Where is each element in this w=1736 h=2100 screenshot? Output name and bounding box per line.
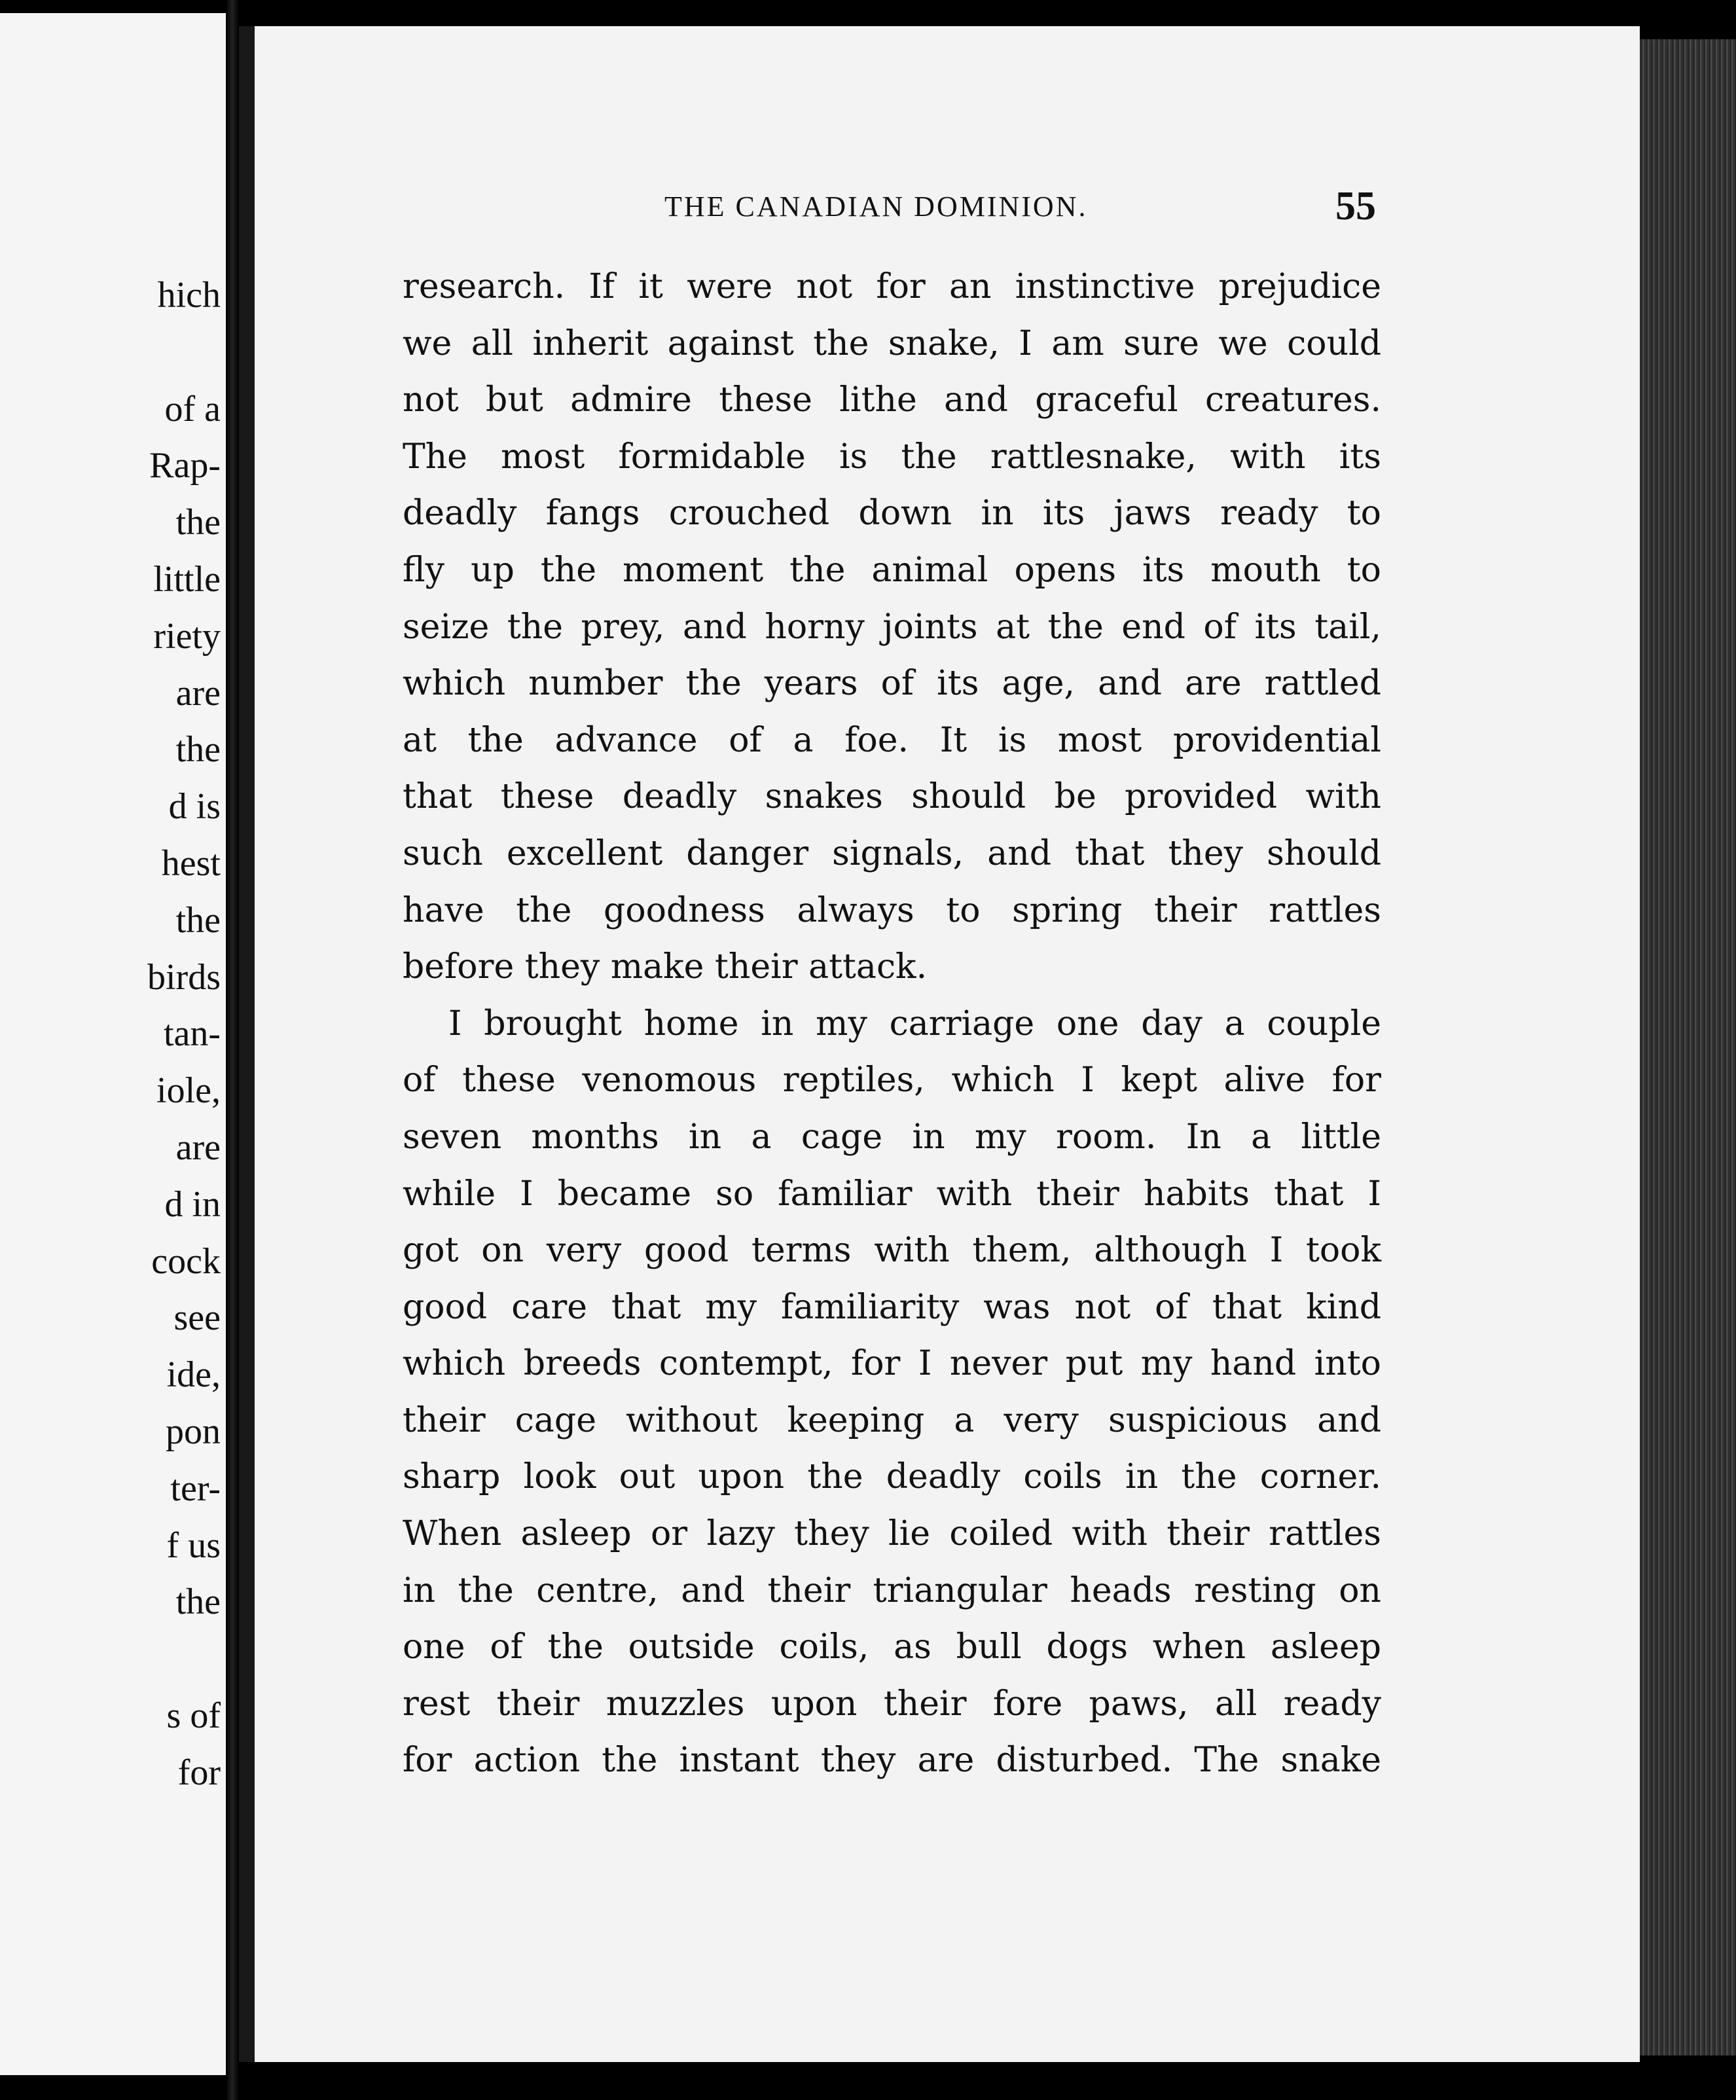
text-line: such excellent danger signals, and that they should (403, 833, 1381, 873)
left-page-line: cock (151, 1240, 221, 1282)
book-gutter (226, 0, 239, 2100)
left-page-line: ide, (166, 1354, 221, 1396)
left-page-line: s of (166, 1695, 221, 1736)
text-line: one of the outside coils, as bull dogs when asleep (403, 1627, 1381, 1667)
page-number: 55 (1335, 184, 1376, 228)
left-page-line: little (153, 558, 221, 600)
text-line: at the advance of a foe. It is most providential (403, 720, 1381, 760)
paragraph (403, 996, 1381, 1789)
text-line: not but admire these lithe and graceful creatures. (403, 380, 1381, 420)
left-page-line: iole, (156, 1070, 221, 1112)
text-line: sharp look out upon the deadly coils in the corner. (403, 1457, 1381, 1497)
text-line: I brought home in my carriage one day a couple (448, 1004, 1381, 1043)
text-line: have the goodness always to spring their rattles (403, 890, 1381, 930)
left-page-line (3, 324, 226, 381)
text-line: which breeds contempt, for I never put my hand into (403, 1344, 1381, 1384)
left-page-line: for (177, 1752, 221, 1793)
left-page-line: riety (153, 615, 221, 657)
left-page-line (3, 1631, 226, 1688)
text-line: we all inherit against the snake, I am sure we could (403, 323, 1381, 363)
left-page-line: tan- (163, 1013, 221, 1055)
page-edges (1640, 39, 1736, 2055)
left-page-line: birds (147, 956, 221, 998)
running-head: THE CANADIAN DOMINION. (664, 190, 1088, 223)
left-page-line: d is (168, 786, 221, 827)
left-page-line: Rap- (149, 445, 221, 486)
body-text (403, 259, 1381, 1789)
left-page-text-fragments (3, 267, 226, 1801)
paragraph (403, 259, 1381, 996)
left-page-line: the (175, 899, 221, 941)
left-page-line: d in (164, 1184, 221, 1225)
text-line: which number the years of its age, and are rattled (403, 664, 1381, 704)
left-page-line: of a (164, 388, 221, 429)
text-line: of these venomous reptiles, which I kept alive for (403, 1060, 1381, 1100)
left-page-line: are (175, 1127, 221, 1168)
left-page-line: see (173, 1297, 221, 1339)
text-line: that these deadly snakes should be provided with (403, 777, 1381, 817)
left-page-line: hich (157, 275, 221, 316)
text-line: research. If it were not for an instinctive prejudice (403, 267, 1381, 306)
left-page-line: hest (161, 842, 221, 884)
text-line: The most formidable is the rattlesnake, with its (403, 437, 1381, 477)
text-line: in the centre, and their triangular heads resting on (403, 1570, 1381, 1610)
text-line: for action the instant they are disturbed. The snake (403, 1741, 1381, 1781)
left-page-line: the (175, 502, 221, 543)
left-page-line: the (175, 729, 221, 770)
left-page-line: f us (166, 1525, 221, 1566)
text-line: When asleep or lazy they lie coiled with their rattles (403, 1514, 1381, 1554)
text-line: rest their muzzles upon their fore paws, all ready (403, 1684, 1381, 1724)
left-page-line: are (175, 672, 221, 714)
text-line: good care that my familiarity was not of that kind (403, 1287, 1381, 1327)
text-line: while I became so familiar with their habits that I (403, 1174, 1381, 1214)
left-page-line: ter- (170, 1468, 221, 1509)
text-line: deadly fangs crouched down in its jaws ready to (403, 494, 1381, 534)
text-line: seize the prey, and horny joints at the end of its tail, (403, 607, 1381, 647)
left-page-line: the (175, 1582, 221, 1623)
text-line: before they make their attack. (403, 947, 928, 987)
text-line: seven months in a cage in my room. In a little (403, 1117, 1381, 1157)
left-page (0, 13, 230, 2075)
left-page-line: pon (166, 1411, 221, 1452)
text-line: got on very good terms with them, although I took (403, 1231, 1381, 1271)
text-line: fly up the moment the animal opens its mouth to (403, 550, 1381, 590)
text-line: their cage without keeping a very suspicious and (403, 1400, 1381, 1440)
